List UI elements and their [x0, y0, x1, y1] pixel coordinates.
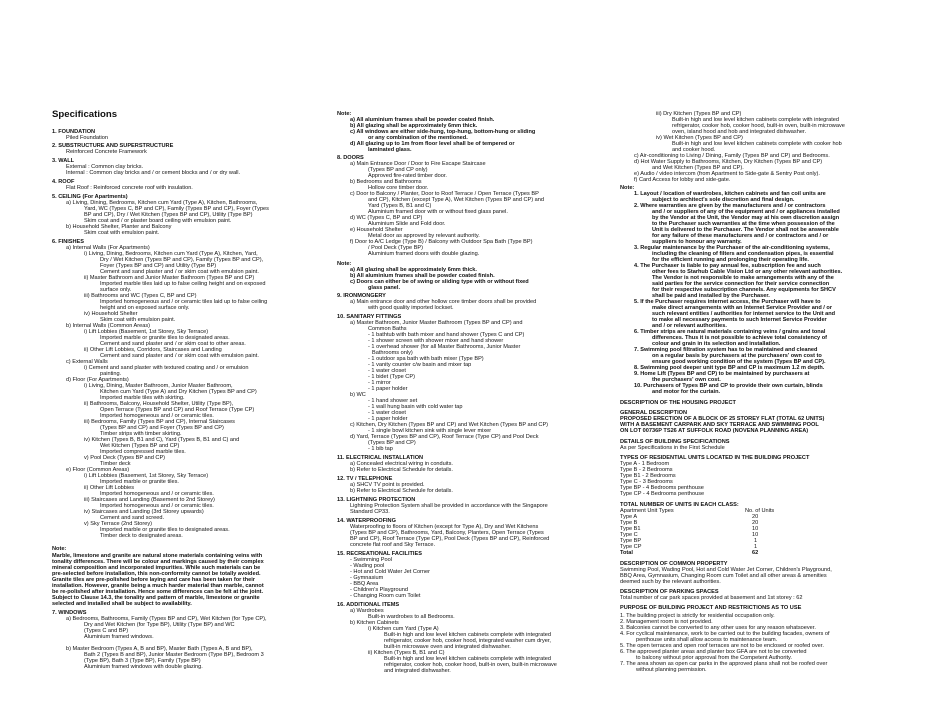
- text-line: - 1 paper holder: [368, 416, 408, 422]
- text-line: 9. IRONMONGERY: [337, 293, 386, 299]
- text-line: 7. Swimming pool filtration system has to be maintained and cleaned: [634, 347, 818, 353]
- text-line: Marble, limestone and granite are natural stone materials containing veins with: [52, 553, 263, 559]
- text-line: Skim coat with emulsion paint.: [84, 230, 160, 236]
- text-line: DESCRIPTION OF COMMON PROPERTY: [620, 561, 728, 567]
- text-line: - 1 paper holder: [368, 386, 408, 392]
- text-line: Swimming Pool, Wading Pool, Hot and Cold Water Jet Corner, Children's Playground,: [620, 567, 832, 573]
- text-line: concrete flat roof and Sky Terrace.: [350, 542, 436, 548]
- text-line: Cement and sand plaster and / or skim coat to other areas.: [100, 341, 246, 347]
- text-line: height and on exposed surface only.: [100, 305, 190, 311]
- text-line: 3. Regular maintenance by the Purchaser of the air-conditioning systems,: [634, 245, 830, 251]
- text-line: Granite tiles are pre-polished before laying and care has been taken for their: [52, 577, 255, 583]
- text-line: 4. The Purchaser is liable to pay annual fee, subscription fee and such: [634, 263, 821, 269]
- text-line: Type BP: [620, 538, 642, 544]
- text-line: and / or suppliers of any of the equipment and / or appliances installed: [652, 209, 840, 215]
- text-line: - Gymnasium: [350, 575, 384, 581]
- text-line: ON LOT 00736P TS26 AT SUFFOLK ROAD (NOVENA PLANNING AREA): [620, 428, 809, 434]
- text-line: Built-in high and low level kitchen cabinets complete with integrated: [384, 632, 551, 638]
- text-line: iii) Staircases and Landing (Basement to 2nd Storey): [84, 497, 215, 503]
- text-line: 13. LIGHTNING PROTECTION: [337, 497, 416, 503]
- text-line: BP and CP), Roof Terrace (Type CP), Pool Deck (Types BP and CP), Reinforced: [350, 536, 550, 542]
- text-line: built-in microwave oven and integrated dishwasher.: [384, 644, 511, 650]
- text-line: PURPOSE OF BUILDING PROJECT AND RESTRICTIONS AS TO USE: [620, 605, 802, 611]
- text-line: Metal door as approved by relevant authority.: [368, 233, 480, 239]
- text-line: 8. Swimming pool deeper unit type BP and CP is maximum 1.2 m depth.: [634, 365, 825, 371]
- text-line: ensure good working condition of the system (Types BP and CP).: [652, 359, 826, 365]
- text-line: 10. Purchasers of Types BP and CP to provide their own curtain, blinds: [634, 383, 823, 389]
- text-line: surface only.: [100, 287, 132, 293]
- text-line: Yard (Types B, B1 and C): [368, 203, 432, 209]
- text-line: Internal : Common clay bricks and / or cement blocks and / or dry wall.: [66, 170, 241, 176]
- text-line: 5. CEILING (For Apartments): [52, 194, 128, 200]
- text-line: i) Cement and sand plaster with textured coating and / or emulsion: [84, 365, 249, 371]
- text-line: a) Living, Dining, Bedrooms, Kitchen cum Yard (Type A), Kitchen, Bathrooms,: [66, 200, 258, 206]
- text-line: 11. ELECTRICAL INSTALLATION: [337, 455, 424, 461]
- text-line: shall be paid and installed by the Purchaser.: [652, 293, 770, 299]
- text-line: 15. RECREATIONAL FACILITIES: [337, 551, 422, 557]
- text-line: ii) Other Lift Lobbies, Corridors, Staircases and Landing: [84, 347, 222, 353]
- text-line: 20: [752, 514, 759, 520]
- text-line: (Types BP and CP only): [368, 167, 428, 173]
- text-line: d) Yard, Terrace (Types BP and CP), Roof Terrace (Type CP) and Pool Deck: [350, 434, 539, 440]
- text-line: Type B: [620, 520, 638, 526]
- text-line: 3. Balconies cannot be converted to any other uses for any reason whatsoever.: [620, 625, 816, 631]
- text-line: and motor for the curtain.: [652, 389, 721, 395]
- text-line: Timber deck: [100, 461, 131, 467]
- text-line: b) Kitchen Cabinets: [350, 620, 399, 626]
- text-line: Flat Roof : Reinforced concrete roof with insulation.: [66, 185, 193, 191]
- text-line: 2. Management room is not provided.: [620, 619, 713, 625]
- text-line: a) Main Entrance Door / Door to Fire Escape Staircase: [350, 161, 486, 167]
- text-line: Open Terrace (Types BP and CP) and Roof Terrace (Type CP): [100, 407, 255, 413]
- text-line: 9. Home Lift (Types BP and CP) to be maintained by purchasers at: [634, 371, 810, 377]
- text-line: Imported compressed marble tiles.: [100, 449, 186, 455]
- text-line: and Wet Kitchen (Types BP and CP).: [652, 165, 744, 171]
- text-line: a) Internal Walls (For Apartments): [66, 245, 150, 251]
- text-line: selected and installed shall be subject to availability.: [52, 601, 192, 607]
- text-line: - Wading pool: [350, 563, 385, 569]
- text-line: Reinforced Concrete Framework: [66, 149, 147, 155]
- text-line: ii) Kitchen (Types B, B1 and C): [368, 650, 445, 656]
- text-line: Built-in wardrobes to all Bedrooms.: [368, 614, 455, 620]
- text-line: - Hot and Cold Water Jet Corner: [350, 569, 431, 575]
- text-line: - 1 bidet (Type CP): [368, 374, 415, 380]
- text-line: Cement and sand screed.: [100, 515, 165, 521]
- text-line: Total: [620, 550, 633, 556]
- text-line: DESCRIPTION OF PARKING SPACES: [620, 589, 719, 595]
- text-line: 5. The open terraces and open roof terraces are not to be enclosed or roofed over.: [620, 643, 824, 649]
- text-line: - 1 water closet: [368, 368, 406, 374]
- text-line: and CP), Kitchen (except Type A), Wet Kitchen (Types BP and CP) and: [368, 197, 544, 203]
- text-line: Imported marble tiles laid up to false ceiling height and on exposed: [100, 281, 266, 287]
- text-line: Bath 2 (Types B and BP), Junior Master Bedroom (Type BP), Bedroom 3: [84, 652, 264, 658]
- text-line: iii) Bathrooms and WC (Types C, BP and CP): [84, 293, 197, 299]
- text-line: d) Hot Water Supply to Bathrooms, Kitchen, Dry Kitchen (Types BP and CP): [634, 159, 823, 165]
- text-line: d) WC (Types C, BP and CP): [350, 215, 423, 221]
- text-line: External : Common clay bricks.: [66, 164, 144, 170]
- text-line: refrigerator, cooker hob, cooker hood, built-in oven, built-in microwave: [672, 123, 845, 129]
- text-line: iii) Bedrooms, Family (Types BP and CP), Internal Staircases: [84, 419, 235, 425]
- text-line: Type B1: [620, 526, 641, 532]
- text-line: Kitchen cum Yard (Type A) and Dry Kitchen (Types BP and CP): [100, 389, 257, 395]
- text-line: Standard CP33.: [350, 509, 390, 515]
- text-line: Type CP - 4 Bedrooms penthouse: [620, 491, 705, 497]
- text-line: b) Internal Walls (Common Areas): [66, 323, 151, 329]
- text-line: 8. DOORS: [337, 155, 364, 161]
- text-line: iii) Dry Kitchen (Types BP and CP): [656, 111, 742, 117]
- text-line: b) All aluminium frames shall be powder coated finish.: [350, 273, 495, 279]
- text-line: iv) Wet Kitchen (Types BP and CP): [656, 135, 743, 141]
- text-line: 4. ROOF: [52, 179, 75, 185]
- text-line: Wet Kitchen (Types BP and CP): [100, 443, 180, 449]
- text-line: Imported homogeneous and / or ceramic tiles.: [100, 413, 214, 419]
- text-line: b) Refer to Electrical Schedule for details.: [350, 488, 453, 494]
- text-line: DETAILS OF BUILDING SPECIFICATIONS: [620, 439, 730, 445]
- text-line: and integrated dishwasher.: [384, 668, 451, 674]
- page-title: Specifications: [52, 109, 118, 120]
- text-line: 7. The area shown as open car parks in the approved plans shall not be roofed over: [620, 661, 828, 667]
- text-line: 1. Layout / location of wardrobes, kitchen cabinets and fan coil units are: [634, 191, 826, 197]
- text-line: Note:: [337, 261, 352, 267]
- text-line: such relevant entities / authorities for internet service to the Unit and: [652, 311, 836, 317]
- text-line: c) All windows are either side-hung, top-hung, bottom-hung or sliding: [350, 129, 536, 135]
- text-line: (Types BP and CP) and Foyer (Types BP and CP): [100, 425, 224, 431]
- text-line: PROPOSED ERECTION OF A BLOCK OF 25 STOREY FLAT (TOTAL 62 UNITS): [620, 416, 825, 422]
- text-line: 1. FOUNDATION: [52, 129, 96, 135]
- text-line: Foyer (Types BP and CP) and Utility (Type BP): [100, 263, 217, 269]
- text-line: The Vendor is not responsible to make arrangements with any of the: [652, 275, 834, 281]
- text-line: TYPES OF RESIDENTIAL UNITS LOCATED IN THE BUILDING PROJECT: [620, 455, 810, 461]
- text-line: Imported marble or granite tiles to designated areas.: [100, 335, 230, 341]
- text-line: - Changing Room cum Toilet: [350, 593, 421, 599]
- text-line: Type C: [620, 532, 638, 538]
- text-line: Built-in high and low level kitchen cabinets complete with integrated: [672, 117, 839, 123]
- text-line: other fees to Starhub Cable Vision Ltd or any other relevant authorities.: [652, 269, 843, 275]
- text-line: c) Door to Balcony / Planter, Door to Roof Terrace / Open Terrace (Types BP: [350, 191, 539, 197]
- text-line: - 1 shower screen with shower mixer and hand shower: [368, 338, 504, 344]
- text-line: with good quality imported lockset.: [368, 305, 454, 311]
- text-line: Aluminium framed windows.: [84, 634, 154, 640]
- text-line: Bathrooms only): [372, 350, 413, 356]
- text-line: 7. WINDOWS: [52, 610, 87, 616]
- text-line: - 1 hand shower set: [368, 398, 418, 404]
- text-line: 14. WATERPROOFING: [337, 518, 396, 524]
- text-line: painting.: [100, 371, 122, 377]
- text-line: 1. The building project is strictly for residential occupation only.: [620, 613, 775, 619]
- text-line: ii) Other Lift Lobbies: [84, 485, 135, 491]
- text-line: b) Master Bedroom (Types A, B and BP), Master Bath (Types A, B and BP),: [66, 646, 253, 652]
- text-line: iv) Staircases and Landing (3rd Storey upwards): [84, 509, 204, 515]
- text-line: Imported marble or granite tiles.: [100, 479, 179, 485]
- text-line: Timber deck to designated areas.: [100, 533, 183, 539]
- text-line: BP and CP), Dry / Wet Kitchen (Types BP and CP), Utility (Type BP): [84, 212, 253, 218]
- text-line: by the Vendor at the Unit, the Vendor may at his own discretion assign: [652, 215, 840, 221]
- text-line: (Type BP), Bath 3 (Type BP), Family (Type BP): [84, 658, 201, 664]
- text-line: - Swimming Pool: [350, 557, 392, 563]
- text-line: Imported homogeneous and / or ceramic tiles laid up to false ceiling: [100, 299, 268, 305]
- text-line: c) Doors can either be of swing or sliding type with or without fixed: [350, 279, 529, 285]
- text-line: and cooker hood.: [672, 147, 716, 153]
- text-line: i) Lift Lobbies (Basement, 1st Storey, Sky Terrace): [84, 473, 209, 479]
- text-line: for the efficient running and prolonging their operating life.: [652, 257, 809, 263]
- text-line: 1: [754, 538, 758, 544]
- text-line: 2. SUBSTRUCTURE AND SUPERSTRUCTURE: [52, 143, 174, 149]
- text-line: (Types BP and CP): [368, 440, 416, 446]
- text-line: 10. SANITARY FITTINGS: [337, 314, 402, 320]
- text-line: 4. For cyclical maintenance, work to be carried out to the building facades, owners of: [620, 631, 830, 637]
- text-line: to balcony without prior approval from the Competent Authority.: [636, 655, 792, 661]
- text-line: WITH A BASEMENT CARPARK AND SKY TERRACE AND SWIMMING POOL: [620, 422, 819, 428]
- text-line: (Types BP and CP), Bathrooms, Yard, Balcony, Planters, Open Terrace (Types: [350, 530, 544, 536]
- text-line: - 1 mirror: [368, 380, 391, 386]
- text-line: a) Bedrooms, Bathrooms, Family (Types BP and CP), Wet Kitchen (for Type CP),: [66, 616, 267, 622]
- text-line: Yard, WC (Types C, BP and CP), Family (Types BP and CP), Foyer (Types: [84, 206, 269, 212]
- text-line: installation. However, granite being a much harder material than marble, cannot: [52, 583, 264, 589]
- text-line: v) Pool Deck (Types BP and CP): [84, 455, 166, 461]
- text-line: b) All glazing shall be approximately 6mm thick.: [350, 123, 478, 129]
- text-line: Piled Foundation: [66, 135, 108, 141]
- text-line: pre-selected before installation, this non-conformity cannot be totally avoided.: [52, 571, 261, 577]
- text-line: a) SHCV TV point is provided.: [350, 482, 425, 488]
- text-line: Hollow core timber door.: [368, 185, 429, 191]
- text-line: Cement and sand plaster and / or skim coat with emulsion paint.: [100, 353, 259, 359]
- text-line: 20: [752, 520, 759, 526]
- text-line: Dry and Wet Kitchen (for Type BP), Utility (Type BP) and WC: [84, 622, 235, 628]
- text-line: glass panel.: [368, 285, 401, 291]
- text-line: Common Baths: [368, 326, 407, 332]
- text-line: i) Living, Dining, Bedrooms, Kitchen cum Yard (Type A), Kitchen, Yard,: [84, 251, 258, 257]
- text-line: without planning permission.: [636, 667, 707, 673]
- text-line: i) Living, Dining, Master Bathroom, Junior Master Bathroom,: [84, 383, 233, 389]
- text-line: As per Specifications in the First Schedule: [620, 445, 725, 451]
- text-line: 16. ADDITIONAL ITEMS: [337, 602, 400, 608]
- text-line: TOTAL NUMBER OF UNITS IN EACH CLASS:: [620, 502, 739, 508]
- text-line: Timber strips with timber skirting.: [100, 431, 182, 437]
- text-line: mineral composition and incorporated impurities. While such materials can be: [52, 565, 261, 571]
- text-line: Unit is delivered to the Purchaser. The Vendor shall not be answerable: [652, 227, 839, 233]
- text-line: or any combination of the mentioned.: [368, 135, 468, 141]
- text-line: Type A - 1 Bedroom: [620, 461, 670, 467]
- text-line: Apartment Unit Types: [620, 508, 674, 514]
- text-line: Lightning Protection System shall be provided in accordance with the Singapore: [350, 503, 548, 509]
- text-line: GENERAL DESCRIPTION: [620, 410, 688, 416]
- text-line: - 1 overhead shower (for all Master Bathrooms, Junior Master: [368, 344, 521, 350]
- text-line: make direct arrangements with an Internet Service Provider and / or: [652, 305, 832, 311]
- text-line: Note:: [620, 185, 635, 191]
- text-line: Aluminium Slide and Fold door.: [368, 221, 446, 227]
- text-line: subject to architect's sole discretion and final design.: [652, 197, 795, 203]
- text-line: laminated glass.: [368, 147, 412, 153]
- text-line: c) Kitchen, Dry Kitchen (Types BP and CP) and Wet Kitchen (Types BP and CP): [350, 422, 549, 428]
- text-line: 2. Where warranties are given by the manufacturers and / or contractors: [634, 203, 826, 209]
- text-line: Total number of car park spaces provided at basement and 1st storey : 62: [620, 595, 803, 601]
- text-line: 3. WALL: [52, 158, 75, 164]
- text-line: i) Kitchen cum Yard (Type A): [368, 626, 439, 632]
- text-line: No. of Units: [745, 508, 775, 514]
- text-line: 5. If the Purchaser requires internet access, the Purchaser will have to: [634, 299, 821, 305]
- text-line: Subject to Clause 14.3, the tonality and pattern of marble, limestone or granite: [52, 595, 260, 601]
- text-line: b) Household Shelter, Planter and Balcony: [66, 224, 172, 230]
- text-line: deemed such by the relevant authorities.: [620, 579, 721, 585]
- text-line: - Children's Playground: [350, 587, 408, 593]
- text-line: to make all necessary payments to such Internet Service Provider: [652, 317, 827, 323]
- text-line: d) Floor (For Apartments): [66, 377, 129, 383]
- text-line: colour and grain in its selection and installation.: [652, 341, 781, 347]
- text-line: - 1 wall hung basin with cold water tap: [368, 404, 463, 410]
- text-line: iv) Household Shelter: [84, 311, 138, 317]
- text-line: refrigerator, cooker hob, cooker hood, integrated washer cum dryer,: [384, 638, 551, 644]
- text-line: Dry / Wet Kitchen (Types BP and CP), Family (Types BP and CP),: [100, 257, 264, 263]
- text-line: ii) Master Bathroom and Junior Master Bathroom (Types BP and CP): [84, 275, 255, 281]
- text-line: said parties for the service connection for their service connection: [652, 281, 830, 287]
- text-line: (Types C and BP): [84, 628, 129, 634]
- text-line: Type B - 2 Bedrooms: [620, 467, 673, 473]
- text-line: e) Household Shelter: [350, 227, 403, 233]
- text-line: v) Sky Terrace (2nd Storey): [84, 521, 152, 527]
- text-line: c) Air-conditioning to Living / Dining, Family (Types BP and CP) and Bedrooms.: [634, 153, 830, 159]
- text-line: - 1 single bowl kitchen sink with single lever mixer: [368, 428, 492, 434]
- text-line: 12. TV / TELEPHONE: [337, 476, 393, 482]
- text-line: for their respective subscription channels. Any equipments for SHCV: [652, 287, 836, 293]
- text-line: BBQ Area, Gymnasium, Changing Room cum Toilet and all other areas & amenities: [620, 573, 827, 579]
- text-line: 62: [752, 550, 759, 556]
- text-line: Type BP - 4 Bedrooms penthouse: [620, 485, 704, 491]
- text-line: i) Lift Lobbies (Basement, 1st Storey, Sky Terrace): [84, 329, 209, 335]
- text-line: penthouse units shall allow access to maintenance team.: [636, 637, 778, 643]
- text-line: Type B1 - 2 Bedrooms: [620, 473, 676, 479]
- text-line: Aluminium framed windows with double glazing.: [84, 664, 203, 670]
- text-line: tonality differences. There will be colour and markings caused by their complex: [52, 559, 264, 565]
- text-line: f) Door to A/C Ledge (Type B) / Balcony with Outdoor Spa Bath (Type BP): [350, 239, 533, 245]
- text-line: refrigerator, cooker hob, cooker hood, built-in oven, built-in microwave: [384, 662, 557, 668]
- text-line: Skim coat with emulsion paint.: [100, 317, 176, 323]
- text-line: Type CP: [620, 544, 642, 550]
- text-line: Aluminium framed door with or without fixed glass panel.: [368, 209, 508, 215]
- text-line: b) Refer to Electrical Schedule for details.: [350, 467, 453, 473]
- text-line: - 1 bathtub with bath mixer and hand shower (Types C and CP): [368, 332, 525, 338]
- text-line: Skim coat and / or plaster board ceiling with emulsion paint.: [84, 218, 232, 224]
- text-line: a) Concealed electrical wiring in conduits.: [350, 461, 453, 467]
- text-line: Waterproofing to floors of Kitchen (except for Type A), Dry and Wet Kitchens: [350, 524, 539, 530]
- text-line: suppliers to honour any warranty.: [652, 239, 742, 245]
- text-line: Aluminium framed doors with double glazing.: [368, 251, 480, 257]
- text-line: to the Purchaser such warranties at the time when possession of the: [652, 221, 835, 227]
- text-line: b) WC: [350, 392, 366, 398]
- text-line: 10: [752, 526, 759, 532]
- text-line: e) Floor (Common Areas): [66, 467, 130, 473]
- text-line: - 1 water closet: [368, 410, 406, 416]
- text-line: / Pool Deck (Type BP): [368, 245, 424, 251]
- text-line: Imported marble or granite tiles to designated areas.: [100, 527, 230, 533]
- text-line: - BBQ Area: [350, 581, 379, 587]
- text-line: 1: [754, 544, 758, 550]
- text-line: including the cleaning of filters and condensation pipes, is essential: [652, 251, 834, 257]
- text-line: 10: [752, 532, 759, 538]
- text-line: Note:: [337, 111, 352, 117]
- text-line: d) All glazing up to 1m from floor level shall be of tempered or: [350, 141, 515, 147]
- text-line: Approved fire-rated timber door.: [368, 173, 447, 179]
- text-line: Cement and sand plaster and / or skim coat with emulsion paint.: [100, 269, 259, 275]
- text-line: a) All glazing shall be approximately 6mm thick.: [350, 267, 477, 273]
- text-line: ii) Bathrooms, Balcony, Household Shelter, Utility (Type BP),: [84, 401, 234, 407]
- text-line: for any failure of these manufacturers and / or contractors and / or: [652, 233, 829, 239]
- text-line: 6. The approved planter areas and planter box GFA are not to be converted: [620, 649, 807, 655]
- text-line: c) External Walls: [66, 359, 108, 365]
- text-line: DESCRIPTION OF THE HOUSING PROJECT: [620, 400, 736, 406]
- text-line: a) Wardrobes: [350, 608, 384, 614]
- text-line: Imported homogeneous and / or ceramic tiles.: [100, 491, 214, 497]
- text-line: be re-polished after installation. Hence some differences can be felt at the joint.: [52, 589, 264, 595]
- text-line: a) Master Bathroom, Junior Master Bathroom (Types BP and CP) and: [350, 320, 523, 326]
- text-line: Type A: [620, 514, 638, 520]
- text-line: differences. Thus it is not possible to achieve total consistency of: [652, 335, 827, 341]
- text-line: iv) Kitchen (Types B, B1 and C), Yard (Types B, B1 and C) and: [84, 437, 240, 443]
- text-line: and / or relevant authorities.: [652, 323, 727, 329]
- text-line: Built-in high and low level kitchen cabinets complete with cooker hob: [672, 141, 842, 147]
- text-line: Imported homogeneous and / or ceramic tiles.: [100, 503, 214, 509]
- text-line: - 1 vanity counter c/w basin and mixer tap: [368, 362, 472, 368]
- text-line: Note:: [52, 546, 67, 552]
- text-line: 6. Timber strips are natural materials containing veins / grains and tonal: [634, 329, 826, 335]
- text-line: f) Card Access for lobby and side-gate.: [634, 177, 731, 183]
- text-line: - 1 bib tap: [368, 446, 393, 452]
- text-line: oven, island hood and hob and integrated dishwasher.: [672, 129, 807, 135]
- text-line: on a regular basis by purchasers at the purchasers' own cost to: [652, 353, 822, 359]
- text-line: Imported marble tiles with skirting.: [100, 395, 185, 401]
- text-line: - 1 outdoor spa bath with bath mixer (Type BP): [368, 356, 484, 362]
- text-line: b) Bedrooms and Bathrooms: [350, 179, 422, 185]
- text-line: a) All aluminium frames shall be powder coated finish.: [350, 117, 495, 123]
- text-line: Type C - 3 Bedrooms: [620, 479, 673, 485]
- text-line: Built-in high and low level kitchen cabinets complete with integrated: [384, 656, 551, 662]
- text-line: a) Main entrance door and other hollow core timber doors shall be provided: [350, 299, 537, 305]
- text-line: 6. FINISHES: [52, 239, 85, 245]
- text-line: e) Audio / video intercom (from Apartment to Side-gate & Sentry Post only).: [634, 171, 820, 177]
- text-line: the purchasers' own cost.: [652, 377, 721, 383]
